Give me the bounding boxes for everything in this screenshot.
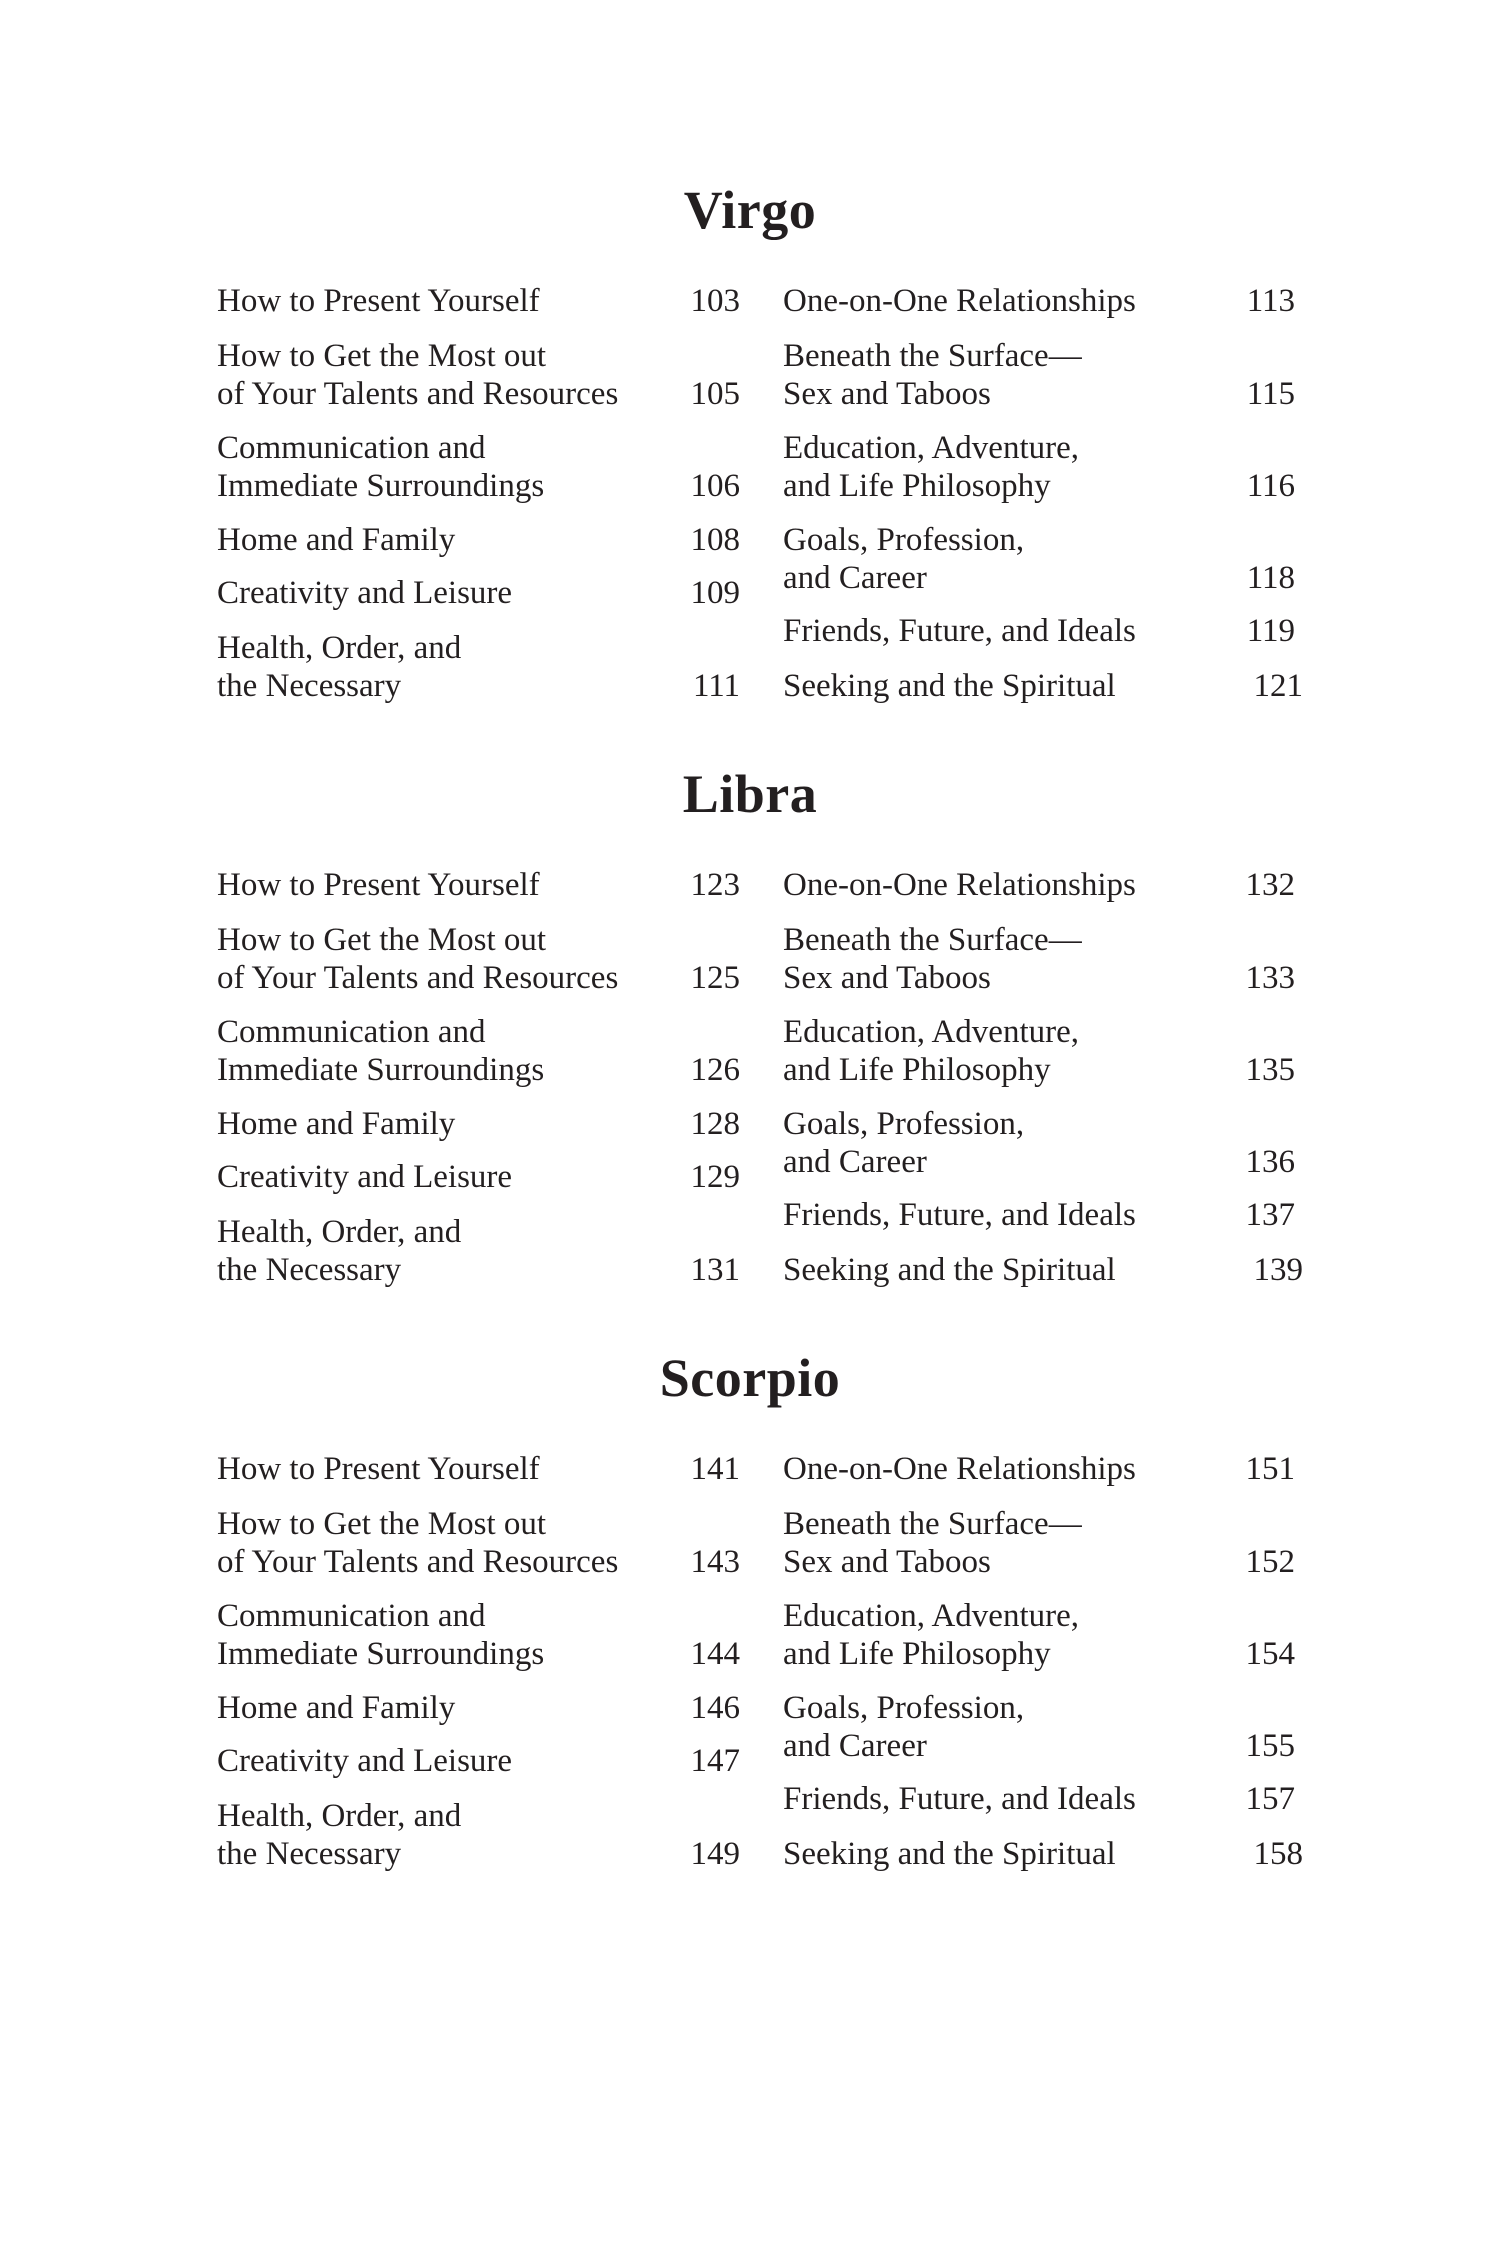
page-number: 103: [690, 283, 740, 319]
entry-title-line: Home and Family: [217, 1106, 456, 1142]
page-number: 139: [1253, 1252, 1303, 1288]
page-number: 131: [690, 1252, 740, 1288]
section-title: Libra: [682, 764, 818, 824]
toc-entry[interactable]: [217, 337, 740, 413]
section-title: Virgo: [683, 180, 817, 240]
toc-entry[interactable]: [783, 1597, 1295, 1673]
page-number: 141: [690, 1451, 740, 1487]
entry-title-line: How to Get the Most out: [217, 922, 547, 958]
page-number: 132: [1245, 867, 1295, 903]
page-number: 123: [690, 867, 740, 903]
page-number: 133: [1245, 960, 1295, 996]
toc-entry[interactable]: [217, 1797, 740, 1873]
entry-title-line: of Your Talents and Resources: [217, 376, 619, 412]
entry-title-line: Creativity and Leisure: [217, 1159, 513, 1195]
toc-entry[interactable]: [217, 866, 740, 904]
toc-entry[interactable]: [217, 1689, 740, 1727]
toc-entry[interactable]: [783, 337, 1295, 413]
entry-title-line: Beneath the Surface—: [783, 338, 1082, 374]
entry-title-line: How to Present Yourself: [217, 1451, 540, 1487]
entry-title-line: and Career: [783, 1728, 927, 1764]
entry-title-line: Communication and: [217, 1598, 486, 1634]
page-number: 155: [1245, 1728, 1295, 1764]
page-number: 135: [1245, 1052, 1295, 1088]
entry-title-line: One-on-One Relationships: [783, 1451, 1136, 1487]
page-number: 116: [1246, 468, 1295, 504]
toc-entry[interactable]: [783, 1013, 1295, 1089]
entry-title-line: Communication and: [217, 430, 486, 466]
entry-title-line: Education, Adventure,: [783, 1014, 1080, 1050]
page-number: 108: [690, 522, 740, 558]
entry-title-line: Health, Order, and: [217, 1214, 462, 1250]
toc-entry[interactable]: [217, 1105, 740, 1143]
page-number: 136: [1245, 1144, 1295, 1180]
entry-title-line: of Your Talents and Resources: [217, 960, 619, 996]
entry-title-line: One-on-One Relationships: [783, 867, 1136, 903]
page-number: 129: [690, 1159, 740, 1195]
entry-title-line: One-on-One Relationships: [783, 283, 1136, 319]
entry-title-line: Friends, Future, and Ideals: [783, 1781, 1136, 1817]
entry-title-line: Immediate Surroundings: [217, 1052, 545, 1088]
page-number: 109: [690, 575, 740, 611]
entry-title-line: Home and Family: [217, 1690, 456, 1726]
page-number: 151: [1245, 1451, 1295, 1487]
toc-entry[interactable]: [217, 1742, 740, 1780]
toc-entry[interactable]: [217, 921, 740, 997]
page-number: 128: [690, 1106, 740, 1142]
toc-entry[interactable]: [217, 521, 740, 559]
page-number: 126: [690, 1052, 740, 1088]
entry-title-line: How to Get the Most out: [217, 1506, 547, 1542]
entry-title-line: Sex and Taboos: [783, 376, 991, 412]
entry-title-line: Health, Order, and: [217, 630, 462, 666]
toc-entry[interactable]: [783, 1689, 1295, 1765]
toc-entry[interactable]: [783, 282, 1295, 320]
toc-entry[interactable]: [783, 1251, 1303, 1289]
entry-title-line: Communication and: [217, 1014, 486, 1050]
page-number: 146: [690, 1690, 740, 1726]
entry-title-line: Goals, Profession,: [783, 522, 1025, 558]
entry-title-line: the Necessary: [217, 1252, 402, 1288]
entry-title-line: and Career: [783, 560, 927, 596]
page-number: 125: [690, 960, 740, 996]
toc-entry[interactable]: [783, 921, 1295, 997]
toc-entry[interactable]: [783, 1450, 1295, 1488]
entry-title-line: Creativity and Leisure: [217, 1743, 513, 1779]
entry-title-line: How to Get the Most out: [217, 338, 547, 374]
entry-title-line: and Life Philosophy: [783, 1636, 1051, 1672]
page-number: 121: [1253, 668, 1303, 704]
page-number: 111: [692, 668, 740, 704]
entry-title-line: Beneath the Surface—: [783, 922, 1082, 958]
toc-entry[interactable]: [217, 282, 740, 320]
page-number: 137: [1245, 1197, 1295, 1233]
entry-title-line: Education, Adventure,: [783, 430, 1080, 466]
toc-entry[interactable]: [783, 1780, 1295, 1818]
toc-entry[interactable]: [783, 612, 1295, 650]
toc-entry[interactable]: [783, 521, 1295, 597]
toc-entry[interactable]: [217, 429, 740, 505]
toc-entry[interactable]: [783, 866, 1295, 904]
entry-title-line: Immediate Surroundings: [217, 468, 545, 504]
entry-title-line: the Necessary: [217, 1836, 402, 1872]
toc-entry[interactable]: [217, 574, 740, 612]
toc-entry[interactable]: [783, 1505, 1295, 1581]
toc-entry[interactable]: [783, 667, 1303, 705]
toc-entry[interactable]: [217, 1450, 740, 1488]
entry-title-line: the Necessary: [217, 668, 402, 704]
page-number: 118: [1246, 560, 1295, 596]
page-number: 149: [690, 1836, 740, 1872]
page-number: 154: [1245, 1636, 1295, 1672]
page-number: 106: [690, 468, 740, 504]
toc-entry[interactable]: [217, 1013, 740, 1089]
entry-title-line: Creativity and Leisure: [217, 575, 513, 611]
toc-entry[interactable]: [783, 1105, 1295, 1181]
entry-title-line: and Life Philosophy: [783, 468, 1051, 504]
entry-title-line: Beneath the Surface—: [783, 1506, 1082, 1542]
toc-entry[interactable]: [217, 1158, 740, 1196]
toc-entry[interactable]: [217, 629, 740, 705]
entry-title-line: Seeking and the Spiritual: [783, 668, 1116, 704]
page-number: 144: [690, 1636, 740, 1672]
toc-entry[interactable]: [783, 1196, 1295, 1234]
entry-title-line: and Life Philosophy: [783, 1052, 1051, 1088]
entry-title-line: Friends, Future, and Ideals: [783, 1197, 1136, 1233]
entry-title-line: and Career: [783, 1144, 927, 1180]
entry-title-line: Friends, Future, and Ideals: [783, 613, 1136, 649]
entry-title-line: How to Present Yourself: [217, 867, 540, 903]
entry-title-line: Immediate Surroundings: [217, 1636, 545, 1672]
entry-title-line: Education, Adventure,: [783, 1598, 1080, 1634]
entry-title-line: How to Present Yourself: [217, 283, 540, 319]
page-number: 119: [1246, 613, 1295, 649]
page-number: 105: [690, 376, 740, 412]
entry-title-line: Sex and Taboos: [783, 960, 991, 996]
toc-entry[interactable]: [217, 1505, 740, 1581]
page-number: 152: [1245, 1544, 1295, 1580]
entry-title-line: Home and Family: [217, 522, 456, 558]
entry-title-line: Goals, Profession,: [783, 1690, 1025, 1726]
toc-entry[interactable]: [783, 429, 1295, 505]
page-number: 157: [1245, 1781, 1295, 1817]
entry-title-line: Seeking and the Spiritual: [783, 1252, 1116, 1288]
toc-entry[interactable]: [217, 1213, 740, 1289]
page-number: 115: [1246, 376, 1295, 412]
page-number: 147: [690, 1743, 740, 1779]
entry-title-line: Goals, Profession,: [783, 1106, 1025, 1142]
toc-entry[interactable]: [217, 1597, 740, 1673]
page-number: 113: [1246, 283, 1295, 319]
entry-title-line: Seeking and the Spiritual: [783, 1836, 1116, 1872]
page-number: 158: [1253, 1836, 1303, 1872]
section-title: Scorpio: [659, 1348, 841, 1408]
entry-title-line: Health, Order, and: [217, 1798, 462, 1834]
page-number: 143: [690, 1544, 740, 1580]
entry-title-line: Sex and Taboos: [783, 1544, 991, 1580]
entry-title-line: of Your Talents and Resources: [217, 1544, 619, 1580]
toc-entry[interactable]: [783, 1835, 1303, 1873]
